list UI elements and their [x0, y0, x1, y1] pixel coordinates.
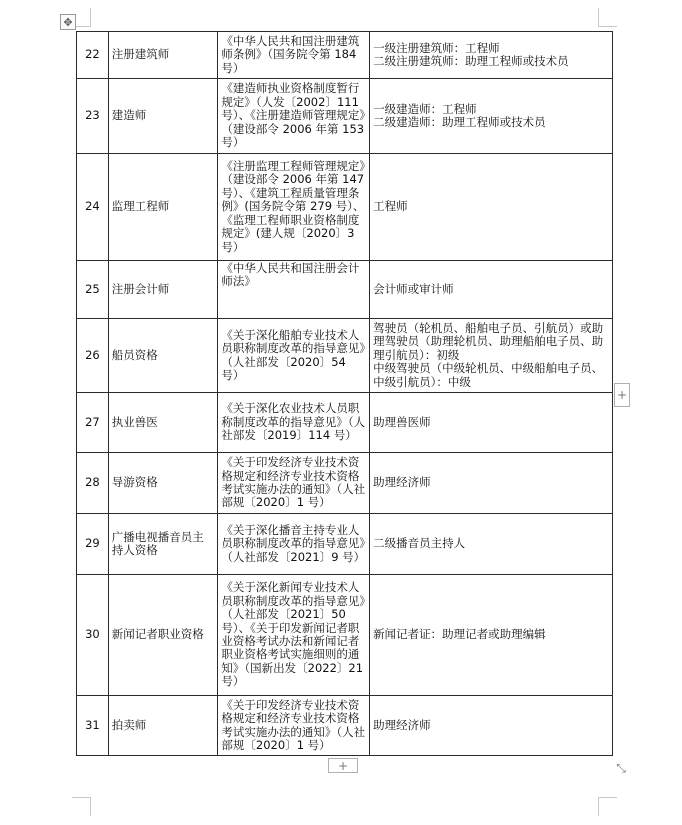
table-resize-icon[interactable]: ⤡	[616, 760, 626, 775]
title-level: 工程师	[370, 154, 613, 261]
add-column-button[interactable]: +	[328, 758, 358, 773]
title-level: 新闻记者证：助理记者或助理编辑	[370, 575, 613, 696]
title-level: 一级注册建筑师：工程师 二级注册建筑师：助理工程师或技术员	[370, 32, 613, 79]
qualification-table	[76, 31, 613, 756]
policy-document: 《关于深化新闻专业技术人员职称制度改革的指导意见》（人社部发〔2021〕50 号）、《关于印发新闻记者职业资格考试办法和新闻记者职业资格考试实施细则的通知》（国新出发〔2022〕21 号）	[218, 575, 370, 696]
row-number: 23	[77, 79, 109, 154]
row-number: 22	[77, 32, 109, 79]
page-corner-mark	[598, 797, 617, 816]
policy-document: 《注册监理工程师管理规定》（建设部令 2006 年第 147 号）、《建筑工程质量管理条例》(国务院令第 279 号）、《监理工程师职业资格制度规定》(建人规〔2020〕3 号）	[218, 154, 370, 261]
qualification-name: 监理工程师	[108, 154, 218, 261]
row-number: 28	[77, 453, 109, 514]
row-number: 26	[77, 319, 109, 393]
qualification-name: 新闻记者职业资格	[108, 575, 218, 696]
qualification-name: 注册会计师	[108, 261, 218, 319]
title-level: 会计师或审计师	[370, 261, 613, 319]
table-row	[77, 154, 613, 261]
page-corner-mark	[598, 8, 617, 27]
policy-document: 《关于印发经济专业技术资格规定和经济专业技术资格考试实施办法的通知》（人社部规〔2020〕1 号）	[218, 696, 370, 756]
table-row	[77, 514, 613, 575]
add-row-button[interactable]: +	[614, 383, 630, 407]
qualification-name: 注册建筑师	[108, 32, 218, 79]
policy-document: 《建造师执业资格制度暂行规定》（人发〔2002〕111 号）、《注册建造师管理规定》（建设部令 2006 年第 153 号）	[218, 79, 370, 154]
title-level: 驾驶员（轮机员、船舶电子员、引航员）或助理驾驶员（助理轮机员、助理船舶电子员、助理引航员）：初级 中级驾驶员（中级轮机员、中级船舶电子员、中级引航员）：中级	[370, 319, 613, 393]
qualification-name: 导游资格	[108, 453, 218, 514]
page-corner-mark	[72, 797, 91, 816]
row-number: 29	[77, 514, 109, 575]
row-number: 24	[77, 154, 109, 261]
title-level: 助理兽医师	[370, 393, 613, 453]
policy-document: 《中华人民共和国注册建筑师条例》（国务院令第 184 号）	[218, 32, 370, 79]
row-number: 25	[77, 261, 109, 319]
row-number: 31	[77, 696, 109, 756]
title-level: 助理经济师	[370, 453, 613, 514]
qualification-name: 广播电视播音员主持人资格	[108, 514, 218, 575]
qualification-name: 建造师	[108, 79, 218, 154]
table-row	[77, 696, 613, 756]
table-row	[77, 453, 613, 514]
qualification-name: 执业兽医	[108, 393, 218, 453]
policy-document: 《关于印发经济专业技术资格规定和经济专业技术资格考试实施办法的通知》（人社部规〔2020〕1 号）	[218, 453, 370, 514]
qualification-name: 船员资格	[108, 319, 218, 393]
table-row	[77, 575, 613, 696]
qualification-name: 拍卖师	[108, 696, 218, 756]
table-row	[77, 393, 613, 453]
title-level: 助理经济师	[370, 696, 613, 756]
table-row	[77, 261, 613, 319]
policy-document: 《关于深化船舶专业技术人员职称制度改革的指导意见》（人社部发〔2020〕54 号）	[218, 319, 370, 393]
table-row	[77, 79, 613, 154]
row-number: 27	[77, 393, 109, 453]
table-move-handle-icon[interactable]: ✥	[60, 14, 76, 30]
policy-document: 《关于深化农业技术人员职称制度改革的指导意见》（人社部发〔2019〕114 号）	[218, 393, 370, 453]
title-level: 一级建造师：工程师 二级建造师：助理工程师或技术员	[370, 79, 613, 154]
policy-document: 《关于深化播音主持专业人员职称制度改革的指导意见》（人社部发〔2021〕9 号）	[218, 514, 370, 575]
title-level: 二级播音员主持人	[370, 514, 613, 575]
row-number: 30	[77, 575, 109, 696]
table-row	[77, 32, 613, 79]
table-row	[77, 319, 613, 393]
policy-document: 《中华人民共和国注册会计师法》	[218, 261, 370, 319]
